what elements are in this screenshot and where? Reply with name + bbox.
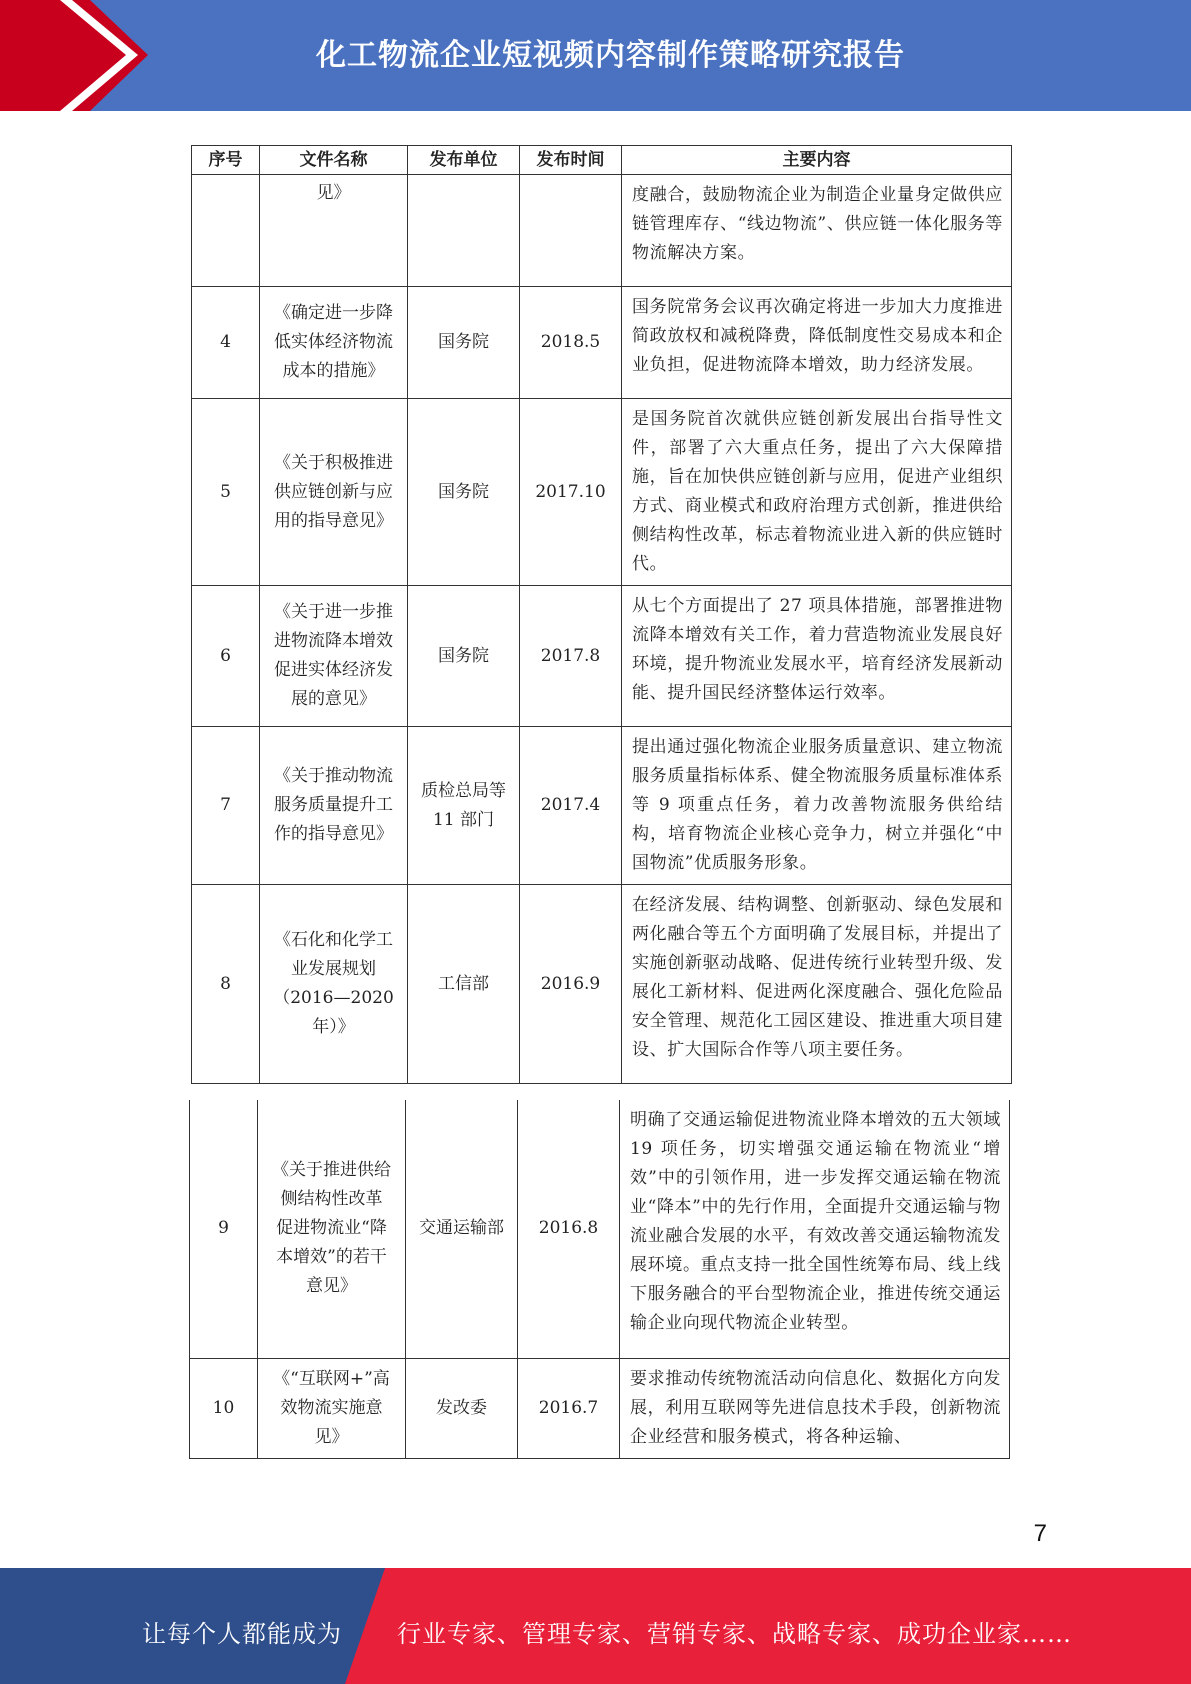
cell-no — [192, 175, 260, 287]
cell-no: 5 — [192, 399, 260, 586]
page-footer — [0, 1568, 1191, 1684]
cell-content: 要求推动传统物流活动向信息化、数据化方向发展，利用互联网等先进信息技术手段，创新物流企业经营和服务模式，将各种运输、 — [620, 1358, 1010, 1458]
cell-unit: 工信部 — [408, 885, 520, 1084]
cell-content: 提出通过强化物流企业服务质量意识、建立物流服务质量指标体系、健全物流服务质量标准体系等 9 项重点任务，着力改善物流服务供给结构，培育物流企业核心竞争力，树立并强化“中国物流”优质服务形象。 — [622, 727, 1012, 885]
cell-name: 见》 — [260, 175, 408, 287]
page-header — [0, 0, 1191, 111]
cell-name: 《关于推动物流服务质量提升工作的指导意见》 — [260, 727, 408, 885]
cell-unit: 发改委 — [406, 1358, 518, 1458]
cell-no: 4 — [192, 287, 260, 399]
cell-name: 《关于进一步推进物流降本增效促进实体经济发展的意见》 — [260, 586, 408, 727]
header-date: 发布时间 — [520, 146, 622, 175]
table-row — [192, 399, 1012, 586]
cell-no: 10 — [190, 1358, 258, 1458]
header-unit: 发布单位 — [408, 146, 520, 175]
cell-name: 《关于推进供给侧结构性改革 促进物流业“降本增效”的若干意见》 — [258, 1100, 406, 1358]
cell-date: 2017.8 — [520, 586, 622, 727]
cell-no: 7 — [192, 727, 260, 885]
cell-date: 2017.4 — [520, 727, 622, 885]
cell-unit: 国务院 — [408, 586, 520, 727]
page-number: 7 — [1033, 1520, 1047, 1547]
cell-date — [520, 175, 622, 287]
cell-name: 《“互联网+”高效物流实施意见》 — [258, 1358, 406, 1458]
cell-date: 2016.7 — [518, 1358, 620, 1458]
footer-slogan-left: 让每个人都能成为 — [142, 1620, 342, 1648]
cell-content: 国务院常务会议再次确定将进一步加大力度推进简政放权和减税降费，降低制度性交易成本和企业负担，促进物流降本增效，助力经济发展。 — [622, 287, 1012, 399]
table-row — [192, 287, 1012, 399]
policy-table-part-2 — [189, 1100, 1010, 1459]
policy-table-part-1 — [191, 145, 1012, 1084]
table-row — [190, 1100, 1010, 1358]
header-no: 序号 — [192, 146, 260, 175]
report-title: 化工物流企业短视频内容制作策略研究报告 — [316, 38, 905, 73]
footer-slogan-right: 行业专家、管理专家、营销专家、战略专家、成功企业家…… — [397, 1620, 1072, 1648]
cell-no: 8 — [192, 885, 260, 1084]
cell-name: 《石化和化学工业发展规划（2016—2020年）》 — [260, 885, 408, 1084]
cell-unit — [408, 175, 520, 287]
cell-date: 2018.5 — [520, 287, 622, 399]
cell-date: 2016.9 — [520, 885, 622, 1084]
cell-name: 《关于积极推进供应链创新与应用的指导意见》 — [260, 399, 408, 586]
cell-no: 9 — [190, 1100, 258, 1358]
cell-content: 是国务院首次就供应链创新发展出台指导性文件，部署了六大重点任务，提出了六大保障措施，旨在加快供应链创新与应用，促进产业组织方式、商业模式和政府治理方式创新，推进供给侧结构性改革，标志着物流业进入新的供应链时代。 — [622, 399, 1012, 586]
cell-unit: 质检总局等 11 部门 — [408, 727, 520, 885]
cell-content: 度融合，鼓励物流企业为制造企业量身定做供应链管理库存、“线边物流”、供应链一体化服务等物流解决方案。 — [622, 175, 1012, 287]
cell-unit: 国务院 — [408, 287, 520, 399]
cell-unit: 国务院 — [408, 399, 520, 586]
table-row — [190, 1358, 1010, 1458]
header-name: 文件名称 — [260, 146, 408, 175]
table-row — [192, 727, 1012, 885]
cell-no: 6 — [192, 586, 260, 727]
cell-content: 在经济发展、结构调整、创新驱动、绿色发展和两化融合等五个方面明确了发展目标，并提出了实施创新驱动战略、促进传统行业转型升级、发展化工新材料、促进两化深度融合、强化危险品安全管理、规范化工园区建设、推进重大项目建设、扩大国际合作等八项主要任务。 — [622, 885, 1012, 1084]
table-row — [192, 175, 1012, 287]
cell-date: 2016.8 — [518, 1100, 620, 1358]
table-row — [192, 586, 1012, 727]
cell-unit: 交通运输部 — [406, 1100, 518, 1358]
cell-content: 从七个方面提出了 27 项具体措施，部署推进物流降本增效有关工作，着力营造物流业发展良好环境，提升物流业发展水平，培育经济发展新动能、提升国民经济整体运行效率。 — [622, 586, 1012, 727]
table-row — [192, 885, 1012, 1084]
cell-date: 2017.10 — [520, 399, 622, 586]
table-header-row — [192, 146, 1012, 175]
header-content: 主要内容 — [622, 146, 1012, 175]
cell-name: 《确定进一步降低实体经济物流成本的措施》 — [260, 287, 408, 399]
cell-content: 明确了交通运输促进物流业降本增效的五大领域 19 项任务，切实增强交通运输在物流业“增效”中的引领作用，进一步发挥交通运输在物流业“降本”中的先行作用，全面提升交通运输与物流业融合发展的水平，有效改善交通运输物流发展环境。重点支持一批全国性统筹布局、线上线下服务融合的平台型物流企业，推进传统交通运输企业向现代物流企业转型。 — [620, 1100, 1010, 1358]
